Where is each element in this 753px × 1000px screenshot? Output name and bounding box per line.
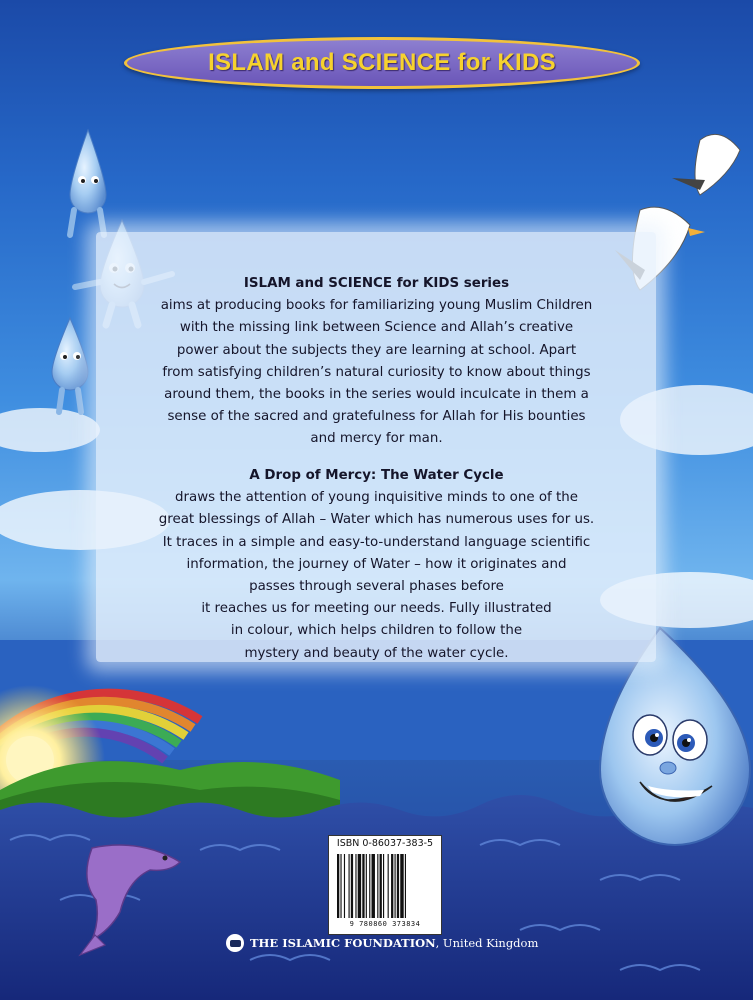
book-line: information, the journey of Water – how it originates and xyxy=(186,556,567,572)
publisher-logo-icon xyxy=(226,934,244,952)
publisher-text xyxy=(250,936,538,950)
series-description xyxy=(0,273,753,451)
series-line: from satisfying children’s natural curiosity to know about things xyxy=(162,364,591,380)
barcode-icon xyxy=(337,854,433,918)
book-line: passes through several phases before xyxy=(249,579,504,595)
book-line: it reaches us for meeting our needs. Fully illustrated xyxy=(201,601,552,617)
book-heading: A Drop of Mercy: The Water Cycle xyxy=(249,468,504,483)
series-banner xyxy=(124,37,640,89)
book-line: great blessings of Allah – Water which has numerous uses for us. xyxy=(158,512,595,528)
barcode-label xyxy=(328,835,442,935)
publisher-name: THE ISLAMIC FOUNDATION xyxy=(250,936,436,950)
book-line: mystery and beauty of the water cycle. xyxy=(244,645,509,661)
series-heading: ISLAM and SCIENCE for KIDS series xyxy=(243,276,510,291)
book-line: draws the attention of young inquisitive minds to one of the xyxy=(175,490,578,506)
book-description xyxy=(0,465,753,665)
book-line: It traces in a simple and easy-to-understand language scientific xyxy=(162,534,591,550)
series-line: aims at producing books for familiarizing young Muslim Children xyxy=(160,298,593,314)
series-line: and mercy for man. xyxy=(310,431,443,447)
publisher-location: , United Kingdom xyxy=(435,936,539,950)
series-title: ISLAM and SCIENCE for KIDS xyxy=(208,49,556,76)
series-line: power about the subjects they are learning at school. Apart xyxy=(176,342,577,358)
series-line: with the missing link between Science and Allah’s creative xyxy=(179,320,574,336)
isbn-number: ISBN 0-86037-383-5 xyxy=(336,838,434,849)
series-line: around them, the books in the series would inculcate in them a xyxy=(164,387,589,403)
barcode-digits: 9 780860 373834 xyxy=(349,920,421,928)
series-line: sense of the sacred and gratefulness for Allah for His bounties xyxy=(167,409,586,425)
book-line: in colour, which helps children to follow the xyxy=(230,623,523,639)
publisher-imprint xyxy=(226,931,538,955)
